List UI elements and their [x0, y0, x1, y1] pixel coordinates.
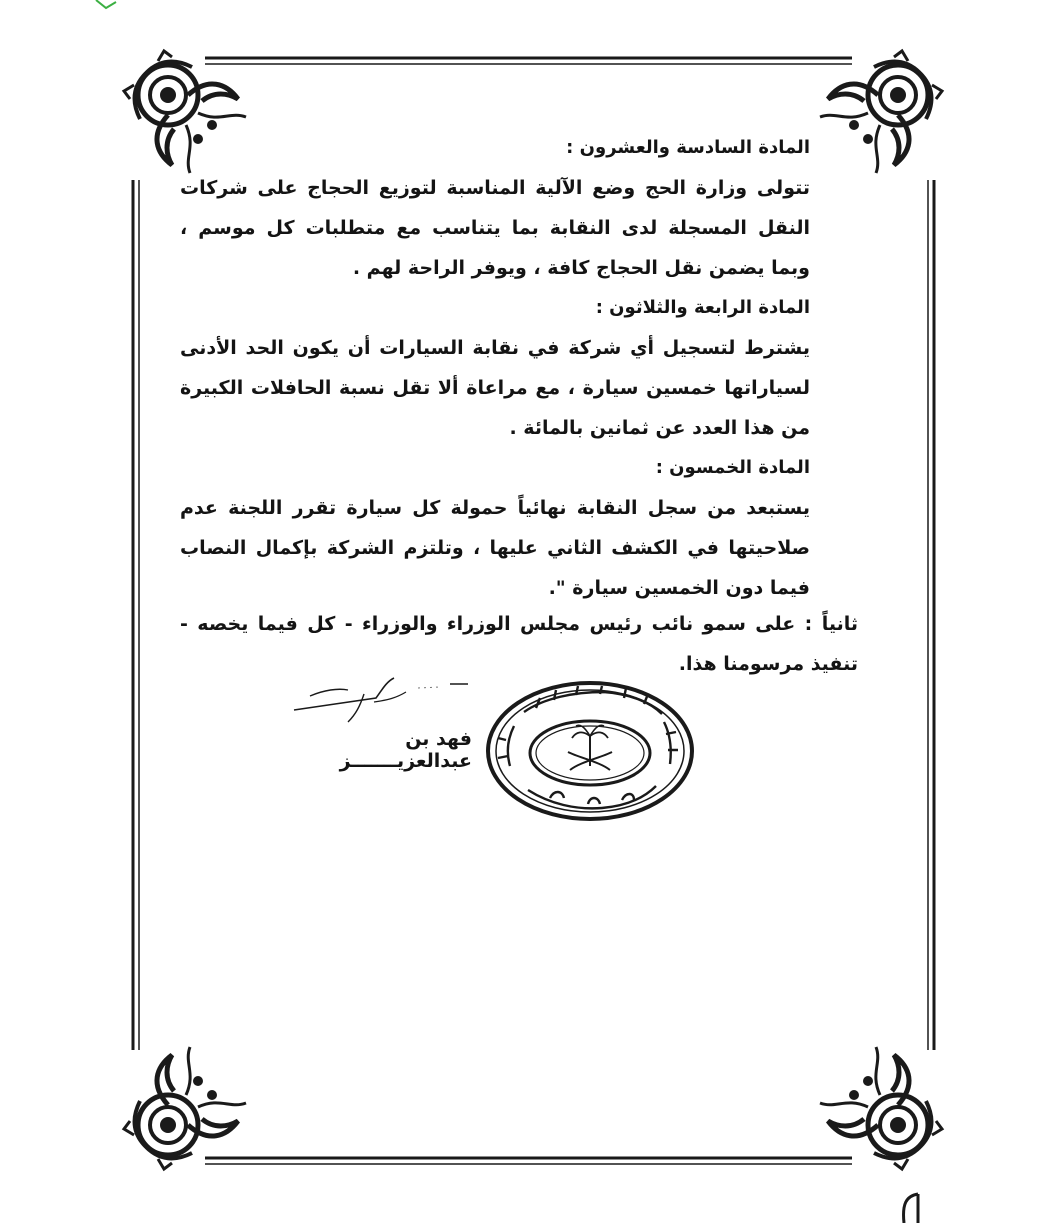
- article-26-title: المادة السادسة والعشرون :: [566, 137, 810, 158]
- official-seal: [484, 678, 696, 824]
- corner-bottom-left-ornament: [124, 1047, 246, 1169]
- corner-top-right-ornament: [820, 51, 942, 173]
- palm-and-swords-emblem: [568, 725, 612, 770]
- article-34-text: يشترط لتسجيل أي شركة في نقابة السيارات أن يكون الحد الأدنى لسياراتها خمسين سيارة ، مع مراعاة ألا تقل نسبة الحافلات الكبيرة من هذا العدد عن ثمانين بالمائة .: [180, 337, 810, 439]
- seal-lettering-strokes: [498, 686, 678, 808]
- article-50-title: المادة الخمسون :: [655, 457, 810, 478]
- article-26-text: تتولى وزارة الحج وضع الآلية المناسبة لتوزيع الحجاج على شركات النقل المسجلة لدى النقابة بما يتناسب مع متطلبات كل موسم ، وبما يضمن نقل الحجاج كافة ، ويوفر الراحة لهم .: [180, 177, 810, 279]
- document-body: [180, 128, 810, 608]
- handwritten-signature: [290, 672, 480, 732]
- signatory-name: فهد بن عبدالعزيـــــــز: [339, 728, 472, 772]
- second-clause: ثانياً : على سمو نائب رئيس مجلس الوزراء والوزراء - كل فيما يخصه - تنفيذ مرسومنا هذا.: [180, 613, 858, 675]
- article-50-text: يستبعد من سجل النقابة نهائياً حمولة كل سيارة تقرر اللجنة عدم صلاحيتها في الكشف الثاني عليها ، وتلتزم الشركة بإكمال النصاب فيما دون الخمسين سيارة ".: [180, 497, 810, 599]
- corner-bottom-right-ornament: [820, 1047, 942, 1169]
- article-34-title: المادة الرابعة والثلاثون :: [595, 297, 810, 318]
